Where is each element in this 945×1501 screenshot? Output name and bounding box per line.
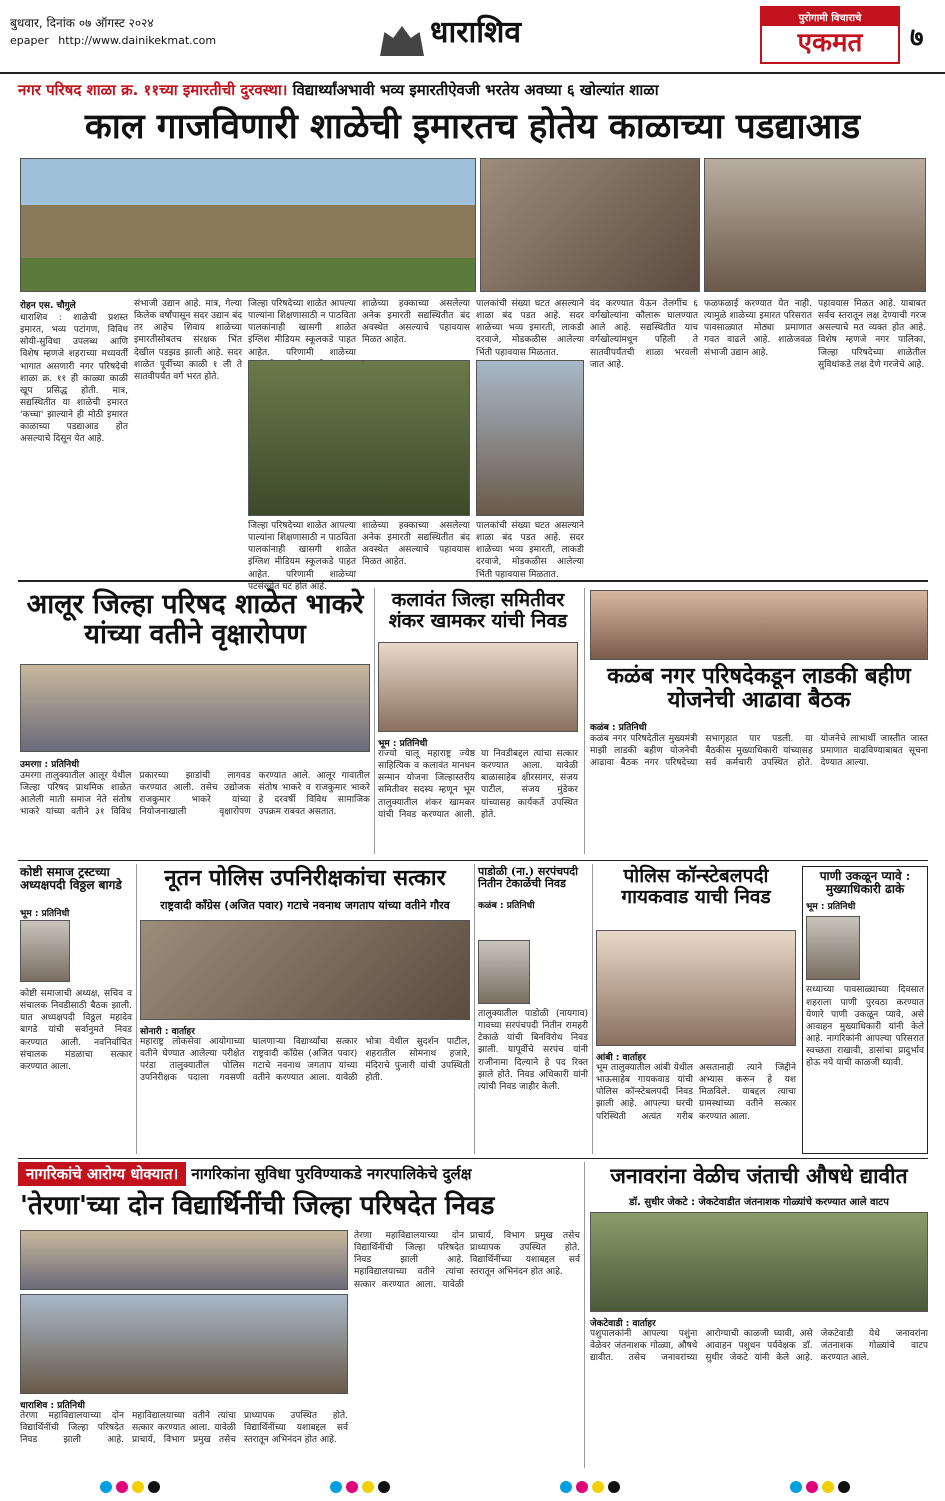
registration-dot-black xyxy=(378,1481,390,1493)
kalawant-byline: भूम : प्रतिनिधी xyxy=(378,739,428,749)
top-story-col3: जिल्हा परिषदेच्या शाळेत आपल्या पाल्यांना शिक्षणासाठी न पाठविता पालकांनाही खासगी शाळेत इंग्लिश मीडियम स्कूलकडे पाहत आहेत. परिणामी शाळेच्या xyxy=(248,299,356,358)
top-story-byline: रोहन एस. चौगुले xyxy=(20,301,76,311)
page-number: ७ xyxy=(910,23,924,53)
edition-date: बुधवार, दिनांक ०७ ऑगस्ट २०२४ xyxy=(10,16,154,30)
college-office-photo xyxy=(20,1230,348,1290)
epaper-link[interactable] xyxy=(10,34,216,47)
plantation-group-photo xyxy=(20,664,370,752)
meeting-photo xyxy=(590,590,928,660)
portrait-photo xyxy=(20,920,70,982)
aloor-headline: आलूर जिल्हा परिषद शाळेत भाकरे यांच्या वतीने वृक्षारोपण xyxy=(26,589,364,650)
koshti-byline: भूम : प्रतिनिधी xyxy=(20,909,70,919)
top-story-col5: पालकांची संख्या घटत असल्याने शाळा बंद पडत आहे. सदर शाळेच्या भव्य इमारती, लाकडी दरवाजे, मोडकळीस आलेल्या भिंती पहावयास मिळतात. xyxy=(476,299,584,358)
animals-byline: जेकटेवाडी : वार्ताहर xyxy=(590,1319,656,1329)
registration-dot-yellow xyxy=(362,1481,374,1493)
brand-name: एकमत xyxy=(797,28,863,58)
website-url[interactable]: http://www.dainikekmat.com xyxy=(58,34,217,47)
kalamb-byline: कळंब : प्रतिनिधी xyxy=(590,723,647,733)
top-story-kicker xyxy=(18,80,928,104)
top-story-col2: संभाजी उद्यान आहे. मात्र, गेल्या किलेक वर्षांपासून सदर उद्यान बंद तर आहेच शिवाय शाळेच्या इमारतीसोबतच संरक्षक भिंत देखील पडझड झाली आहे. सदर शाळेत पूर्वीच्या काळी १ ली ते सातवीपर्यंत वर्ग भरत होते. xyxy=(134,299,242,382)
kalamb-body: कळंब नगर परिषदेतील मुख्यमंत्री माझी लाडकी बहीण योजनेची आढावा बैठक नगर परिषदेच्या सभागृहात पार पडली. या बैठकीस मुख्याधिकारी यांच्यासह सर्व कर्मचारी उपस्थित होते. योजनेचे लाभार्थी जास्तीत जास्त प्रमाणात वाढविण्याबाबत सूचना देण्यात आल्या. xyxy=(590,734,928,769)
column-rule xyxy=(584,1162,585,1468)
health-band-black: नागरिकांना सुविधा पुरविण्याकडे नगरपालिकेचे दुर्लक्ष xyxy=(191,1165,472,1183)
section-divider xyxy=(18,580,928,582)
top-story-col5-cont: पालकांची संख्या घटत असल्याने शाळा बंद पडत आहे. सदर शाळेच्या भव्य इमारती, लाकडी दरवाजे, मोडकळीस आलेल्या भिंती पहावयास मिळतात. xyxy=(476,521,584,580)
kicker-black: विद्यार्थ्यांअभावी भव्य इमारतीऐवजी भरतेय अवघ्या ६ खोल्यांत शाळा xyxy=(292,81,659,99)
college-group-photo xyxy=(20,1294,348,1394)
felicitation-event-photo xyxy=(140,920,470,1020)
overgrown-courtyard-photo xyxy=(248,360,470,516)
portrait-photo xyxy=(806,916,860,980)
registration-dot-cyan xyxy=(330,1481,342,1493)
constable-byline: आंबी : वार्ताहर xyxy=(596,1053,646,1063)
top-story-col8: पहावयास मिळत आहे. याबाबत सर्वच स्तरातून लक्ष देण्याची गरज असल्याचे मत व्यक्त होत आहे. विशेष म्हणजे नगर पालिका, जिल्हा परिषदेच्या शाळेतील सुविधांकडे लक्ष देणे गरजेचे आहे. xyxy=(818,299,926,370)
broken-floor-photo xyxy=(704,158,926,292)
registration-dot-cyan xyxy=(100,1481,112,1493)
kalawant-headline: कलावंत जिल्हा समितीवर शंकर खामकर यांची निवड xyxy=(388,589,568,632)
section-divider xyxy=(18,860,928,861)
water-body: सध्याच्या पावसाळ्याच्या दिवसात शहराला पाणी पुरवठा करण्यात येणारे पाणी उकळून प्यावे, असे आवाहन मुख्याधिकारी यांनी केले आहे. नागरिकांनी आपल्या परिसरात स्वच्छता राखावी, डासांचा प्रादुर्भाव होऊ नये याची काळजी घ्यावी. xyxy=(806,985,924,1069)
column-rule xyxy=(592,864,593,1154)
brand-tagline: पुरोगामी विचाराचे xyxy=(762,8,898,26)
koshti-body: कोष्टी समाजाची अध्यक्ष, सचिव व संचालक निवडीसाठी बैठक झाली. यात अध्यक्षपदी विठ्ठल महादेव बागडे यांची सर्वानुमते निवड करण्यात आली. नवनिर्वाचित संचालक मंडळाचा सत्कार करण्यात आला. xyxy=(20,989,132,1072)
registration-dot-black xyxy=(838,1481,850,1493)
padoli-body: तालुक्यातील पाडोळी (नायगाव) गावच्या सरपंचपदी नितीन रामहरी टेकाळे यांची बिनविरोध निवड झाली. यापूर्वीचे सरपंच यांनी राजीनामा दिल्याने हे पद रिक्त झाले होते. निवड अधिकारी यांनी त्यांची निवड जाहीर केली. xyxy=(478,1009,588,1092)
kalawant-body: राज्यो चालू महाराष्ट्र ज्येष्ठ साहित्यिक व कलावंत मानधन सन्मान योजना जिल्हास्तरीय समितीवर सदस्य म्हणून भूम तालुक्यातील शंकर खामकर यांची निवड करण्यात आली. या निवडीबद्दल त्यांचा सत्कार करण्यात आला. यावेळी बाळासाहेब क्षीरसागर, संजय पाटील, संजय मुंडेकर यांच्यासह कार्यकर्ते उपस्थित होते. xyxy=(378,749,578,820)
kalamb-headline: कळंब नगर परिषदेकडून लाडकी बहीण योजनेची आढावा बैठक xyxy=(607,663,911,714)
animals-headline: जनावरांना वेळीच जंताची औषधे द्यावीत xyxy=(610,1163,908,1188)
registration-dot-magenta xyxy=(116,1481,128,1493)
top-story-col7: फळफळाई करण्यात येत नाही. त्यामुळे शाळेच्या इमारत परिसरात पावसाळ्यात मोठ्या प्रमाणात गवत वाढले आहे. शाळेजवळ संभाजी उद्यान आहे. xyxy=(704,299,812,358)
group-felicitation-photo xyxy=(596,930,796,1046)
terna-body-side: तेरणा महाविद्यालयाच्या दोन विद्यार्थिनींची जिल्हा परिषदेत निवड झाली आहे. महाविद्यालयाच्या वतीने त्यांचा सत्कार करण्यात आला. यावेळी प्राचार्य, विभाग प्रमुख तसेच प्राध्यापक उपस्थित होते. विद्यार्थिनींच्या यशाबद्दल सर्व स्तरातून अभिनंदन होत आहे. xyxy=(354,1231,580,1290)
constable-body: भूम तालुक्यातील आंबी येथील भाऊसाहेब गायकवाड यांची पोलिस कॉन्स्टेबलपदी निवड झाली आहे. आपल्या घरची परिस्थिती अत्यंत गरीब असतानाही त्याने जिद्दीने अभ्यास करून हे यश मिळविले. याबद्दल त्याचा ग्रामस्थांच्या वतीने सत्कार करण्यात आला. xyxy=(596,1063,796,1122)
terna-headline: 'तेरणा'च्या दोन विद्यार्थिनींची जिल्हा परिषदेत निवड xyxy=(20,1191,495,1221)
registration-dot-black xyxy=(148,1481,160,1493)
animals-body: पशुपालकांनी आपल्या पशुंना वेळेवर जंतनाशक गोळ्या, औषधे द्यावीत. तसेच जनावरांच्या आरोग्याची काळजी घ्यावी, असे आवाहन पशुधन पर्यवेक्षक डॉ. सुधीर जेकटे यांनी केले आहे. जेकटेवाडी येथे जनावरांना जंतनाशक गोळ्यांचे वाटप करण्यात आले. xyxy=(590,1329,928,1364)
registration-dot-magenta xyxy=(806,1481,818,1493)
cattle-photo xyxy=(590,1212,928,1312)
print-registration-marks xyxy=(0,1473,945,1501)
top-story-col4: शाळेच्या हक्काच्या असलेल्या अनेक इमारती सद्यस्थितीत बंद अवस्थेत असल्याचे पहावयास मिळत आहेत. xyxy=(362,299,470,346)
column-rule xyxy=(474,864,475,1154)
top-story-headline: काल गाजविणारी शाळेची इमारतच होतेय काळाच्या पडद्याआड xyxy=(84,106,861,147)
health-band-red: नागरिकांचे आरोग्य धोक्यात। xyxy=(18,1162,186,1186)
registration-dot-magenta xyxy=(576,1481,588,1493)
police-subhead: राष्ट्रवादी काँग्रेस (अजित पवार) गटाचे नवनाथ जगताप यांच्या वतीने गौरव xyxy=(160,899,450,912)
water-story-box xyxy=(802,866,928,1154)
koshti-headline: कोष्टी समाज ट्रस्टच्या अध्यक्षपदी विठ्ठल बागडे xyxy=(20,865,122,893)
terna-byline: धाराशिव : प्रतिनिधी xyxy=(20,1401,85,1411)
top-story-col6: वंद करण्यात येऊन तेलगींच ६ वर्गखोल्यांना कौलारू घालण्यात आले आहे. सद्यस्थितीत याच वर्गखोल्यांमधून पहिली ते सातवीपर्यंतची शाळा भरवली जात आहे. xyxy=(590,299,698,370)
aloor-body: उमरगा तालुक्यातील आलूर येथील जिल्हा परिषद प्राथमिक शाळेत आलेली माती समाज नेते संतोष भाकरे यांच्या वतीने ३१ विविध प्रकारच्या झाडांची लागवड करण्यात आली. तसेच उद्योजक राजकुमार भाकरे यांच्या नियोजनाखाली वृक्षारोपण करण्यात आले. आलूर गावातील संतोष भाकरे व राजकुमार भाकरे हे दरवर्षी विविध सामाजिक उपक्रम राबवत असतात. xyxy=(20,771,370,818)
registration-dot-cyan xyxy=(560,1481,572,1493)
top-story-col3-cont: जिल्हा परिषदेच्या शाळेत आपल्या पाल्यांना शिक्षणासाठी न पाठविता पालकांनाही खासगी शाळेत इंग्लिश मीडियम स्कूलकडे पाहत आहेत. परिणामी शाळेच्या पटसंख्येत घट होत आहे. xyxy=(248,521,356,592)
terna-body: तेरणा महाविद्यालयाच्या दोन विद्यार्थिनींची जिल्हा परिषदेत निवड झाली आहे. महाविद्यालयाच्या वतीने त्यांचा सत्कार करण्यात आला. यावेळी प्राचार्य, विभाग प्रमुख तसेच प्राध्यापक उपस्थित होते. विद्यार्थिनींच्या यशाबद्दल सर्व स्तरातून अभिनंदन होत आहे. xyxy=(20,1411,348,1446)
animals-subhead: डॉ. सुधीर जेकटे : जेकटेवाडीत जंतनाशक गोळ्यांचे करण्यात आले वाटप xyxy=(629,1197,889,1208)
water-headline: पाणी उकळून प्यावे : मुख्याधिकारी ढाके xyxy=(819,869,911,897)
corridor-photo xyxy=(476,360,584,516)
felicitation-photo xyxy=(378,642,578,732)
water-byline: भूम : प्रतिनिधी xyxy=(806,902,856,913)
damaged-classroom-photo xyxy=(480,158,700,292)
column-rule xyxy=(584,588,585,854)
portrait-photo xyxy=(478,940,530,1004)
column-rule xyxy=(136,864,137,1154)
registration-dot-yellow xyxy=(132,1481,144,1493)
section-divider xyxy=(18,1158,928,1159)
masthead xyxy=(0,0,945,74)
registration-dot-yellow xyxy=(592,1481,604,1493)
brand-logo[interactable] xyxy=(760,6,900,64)
building-illustration-icon xyxy=(380,26,424,56)
kicker-red: नगर परिषद शाळा क्र. ११च्या इमारतीची दुरवस्था। xyxy=(18,81,288,99)
police-headline: नूतन पोलिस उपनिरीक्षकांचा सत्कार xyxy=(164,865,446,891)
padoli-headline: पाडोळी (ना.) सरपंचपदी नितीन टेकाळेंची निवड xyxy=(478,865,578,891)
police-byline: सोनारी : वार्ताहर xyxy=(140,1027,195,1037)
aloor-byline: उमरगा : प्रतिनिधी xyxy=(20,760,80,770)
top-story-col4-cont: शाळेच्या हक्काच्या असलेल्या अनेक इमारती सद्यस्थितीत बंद अवस्थेत असल्याचे पहावयास मिळत आहेत. xyxy=(362,521,470,568)
health-band xyxy=(18,1164,578,1188)
column-rule xyxy=(374,588,375,854)
top-story-col1: धाराशिव : शाळेची प्रशस्त इमारत, भव्य पटांगण, विविध सोयी-सुविधा उपलब्ध आणि विशेष म्हणजे शहराच्या मध्यवर्ती भागात असणारी नगर परिषदेची शाळा क्र. ११ ही काळ्या काळी खूप प्रसिद्ध होती. मात्र, सद्यस्थितीत या शाळेची इमारत 'कच्चा' झाल्याने ही मोठी इमारत काळाच्या पडद्याआड होत असल्याचे दिसून येत आहे. xyxy=(20,313,128,445)
registration-dot-magenta xyxy=(346,1481,358,1493)
edition-title: धाराशिव xyxy=(430,15,522,50)
epaper-label: epaper xyxy=(10,34,49,47)
courtyard-photo xyxy=(362,360,364,362)
registration-dot-yellow xyxy=(822,1481,834,1493)
padoli-byline: कळंब : प्रतिनिधी xyxy=(478,901,535,911)
registration-dot-black xyxy=(608,1481,620,1493)
school-building-photo xyxy=(20,158,476,292)
constable-headline: पोलिस कॉन्स्टेबलपदी गायकवाड याची निवड xyxy=(621,865,771,908)
police-body: महाराष्ट्र लोकसेवा आयोगाच्या वतीने घेण्यात आलेल्या परीक्षेत परंडा तालुक्यातील पोलिस उपनिरीक्षक पदाला गवसणी घालणाऱ्या विद्यार्थ्यांचा सत्कार राष्ट्रवादी काँग्रेस (अजित पवार) गटाचे नवनाथ जगताप यांच्या वतीने करण्यात आला. यावेळी भोत्रा येथील सुदर्शन पाटील, शहरातील सोमनाथ हजारे, मंदिराचे पुजारी यांची उपस्थिती होती. xyxy=(140,1037,470,1084)
registration-dot-cyan xyxy=(790,1481,802,1493)
